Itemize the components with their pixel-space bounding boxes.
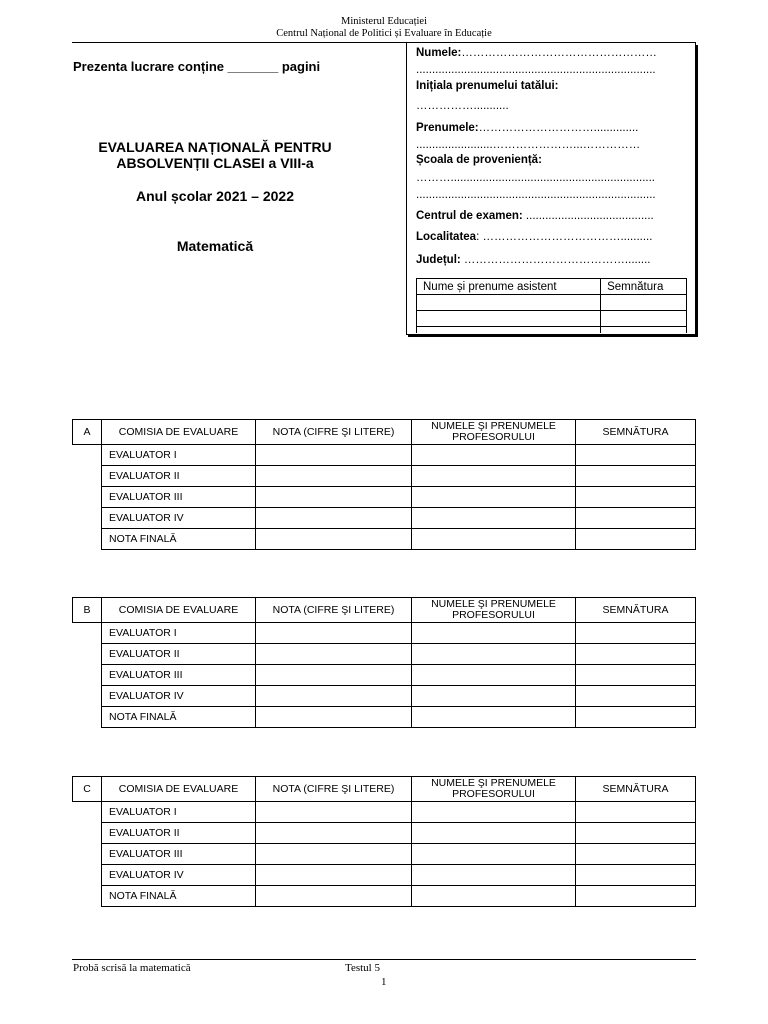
signature-cell[interactable] bbox=[576, 844, 696, 865]
signature-cell[interactable] bbox=[576, 665, 696, 686]
table-letter: C bbox=[73, 777, 102, 802]
teacher-cell[interactable] bbox=[412, 508, 576, 529]
teacher-cell[interactable] bbox=[412, 466, 576, 487]
teacher-cell[interactable] bbox=[412, 623, 576, 644]
grade-cell[interactable] bbox=[256, 865, 412, 886]
initiala-field[interactable]: ……………........... bbox=[416, 100, 509, 112]
footer-rule bbox=[72, 959, 696, 960]
signature-cell[interactable] bbox=[576, 623, 696, 644]
header-grade: NOTA (CIFRE ŞI LITERE) bbox=[256, 420, 412, 445]
assistant-name-cell[interactable] bbox=[417, 327, 601, 334]
grade-cell[interactable] bbox=[256, 487, 412, 508]
row-label: EVALUATOR IV bbox=[102, 508, 256, 529]
assistant-signature-cell[interactable] bbox=[601, 327, 687, 334]
assistant-table bbox=[416, 278, 687, 333]
prenumele-field[interactable]: Prenumele:………………………….............. bbox=[416, 122, 639, 134]
grade-cell[interactable] bbox=[256, 623, 412, 644]
row-label: EVALUATOR II bbox=[102, 644, 256, 665]
table-row bbox=[73, 665, 696, 686]
school-year: Anul școlar 2021 – 2022 bbox=[136, 188, 294, 204]
signature-cell[interactable] bbox=[576, 508, 696, 529]
signature-cell[interactable] bbox=[576, 466, 696, 487]
row-label: EVALUATOR III bbox=[102, 844, 256, 865]
table-row bbox=[73, 623, 696, 644]
exam-title-line1: EVALUAREA NAȚIONALĂ PENTRU bbox=[98, 139, 332, 155]
grade-cell[interactable] bbox=[256, 508, 412, 529]
footer-test-number: Testul 5 bbox=[345, 962, 380, 974]
table-row bbox=[73, 508, 696, 529]
header-signature: SEMNĂTURA bbox=[576, 598, 696, 623]
commission-table-c bbox=[72, 776, 696, 907]
judetul-field[interactable]: Județul: ……………………………………........ bbox=[416, 254, 651, 266]
grade-cell[interactable] bbox=[256, 707, 412, 728]
localitatea-field[interactable]: Localitatea: ……………………………….......... bbox=[416, 231, 653, 243]
row-label: EVALUATOR III bbox=[102, 665, 256, 686]
table-row bbox=[73, 686, 696, 707]
grade-cell[interactable] bbox=[256, 686, 412, 707]
row-label: EVALUATOR IV bbox=[102, 865, 256, 886]
header-commission: COMISIA DE EVALUARE bbox=[102, 420, 256, 445]
assistant-name-header: Nume și prenume asistent bbox=[417, 279, 601, 295]
header-signature: SEMNĂTURA bbox=[576, 777, 696, 802]
table-row bbox=[73, 487, 696, 508]
row-label: EVALUATOR II bbox=[102, 823, 256, 844]
numele-field-line2[interactable]: ........................................................................... bbox=[416, 64, 656, 76]
table-row bbox=[73, 865, 696, 886]
table-row bbox=[73, 644, 696, 665]
assistant-name-cell[interactable] bbox=[417, 311, 601, 327]
pages-count-line: Prezenta lucrare conține _______ pagini bbox=[73, 59, 321, 74]
header-teacher-name: NUMELE ŞI PRENUMELE PROFESORULUI bbox=[412, 420, 576, 445]
header-teacher-name: NUMELE ŞI PRENUMELE PROFESORULUI bbox=[412, 598, 576, 623]
commission-table-b bbox=[72, 597, 696, 728]
scoala-field-line2[interactable]: ........................................................................... bbox=[416, 189, 656, 201]
table-row bbox=[73, 844, 696, 865]
row-label: NOTA FINALĂ bbox=[102, 529, 256, 550]
assistant-signature-cell[interactable] bbox=[601, 311, 687, 327]
grade-cell[interactable] bbox=[256, 665, 412, 686]
subject: Matematică bbox=[176, 238, 254, 254]
signature-cell[interactable] bbox=[576, 529, 696, 550]
teacher-cell[interactable] bbox=[412, 686, 576, 707]
row-label: NOTA FINALĂ bbox=[102, 886, 256, 907]
commission-table-a bbox=[72, 419, 696, 550]
initiala-label: Inițiala prenumelui tatălui: bbox=[416, 80, 559, 92]
signature-cell[interactable] bbox=[576, 644, 696, 665]
header-signature: SEMNĂTURA bbox=[576, 420, 696, 445]
center-name: Centrul Național de Politici și Evaluare în Educație bbox=[276, 28, 492, 39]
table-row bbox=[73, 802, 696, 823]
header-grade: NOTA (CIFRE ŞI LITERE) bbox=[256, 598, 412, 623]
signature-cell[interactable] bbox=[576, 865, 696, 886]
teacher-cell[interactable] bbox=[412, 487, 576, 508]
row-label: EVALUATOR III bbox=[102, 487, 256, 508]
footer-page-number: 1 bbox=[381, 976, 387, 988]
table-row bbox=[73, 529, 696, 550]
header-commission: COMISIA DE EVALUARE bbox=[102, 598, 256, 623]
ministry-name: Ministerul Educației bbox=[340, 16, 428, 27]
assistant-signature-cell[interactable] bbox=[601, 295, 687, 311]
assistant-name-cell[interactable] bbox=[417, 295, 601, 311]
grade-cell[interactable] bbox=[256, 529, 412, 550]
teacher-cell[interactable] bbox=[412, 529, 576, 550]
teacher-cell[interactable] bbox=[412, 445, 576, 466]
row-label: EVALUATOR II bbox=[102, 466, 256, 487]
exam-title-line2: ABSOLVENȚII CLASEI a VIII-a bbox=[116, 155, 314, 171]
signature-cell[interactable] bbox=[576, 686, 696, 707]
table-row bbox=[73, 823, 696, 844]
footer-exam-name: Probă scrisă la matematică bbox=[73, 962, 191, 974]
grade-cell[interactable] bbox=[256, 844, 412, 865]
signature-cell[interactable] bbox=[576, 487, 696, 508]
table-letter: B bbox=[73, 598, 102, 623]
row-label: EVALUATOR IV bbox=[102, 686, 256, 707]
teacher-cell[interactable] bbox=[412, 844, 576, 865]
teacher-cell[interactable] bbox=[412, 886, 576, 907]
candidate-id-box bbox=[406, 43, 696, 335]
prenumele-field-line2[interactable]: ........................…………………...…………… bbox=[416, 139, 641, 151]
signature-cell[interactable] bbox=[576, 823, 696, 844]
row-label: EVALUATOR I bbox=[102, 623, 256, 644]
scoala-label: Școala de proveniență: bbox=[416, 154, 542, 166]
signature-cell[interactable] bbox=[576, 707, 696, 728]
grade-cell[interactable] bbox=[256, 886, 412, 907]
grade-cell[interactable] bbox=[256, 823, 412, 844]
header-teacher-name: NUMELE ŞI PRENUMELE PROFESORULUI bbox=[412, 777, 576, 802]
teacher-cell[interactable] bbox=[412, 823, 576, 844]
teacher-cell[interactable] bbox=[412, 865, 576, 886]
row-label: NOTA FINALĂ bbox=[102, 707, 256, 728]
grade-cell[interactable] bbox=[256, 445, 412, 466]
table-row bbox=[73, 466, 696, 487]
grade-cell[interactable] bbox=[256, 802, 412, 823]
row-label: EVALUATOR I bbox=[102, 445, 256, 466]
scoala-field-line1[interactable]: ………................................................................ bbox=[416, 172, 655, 184]
teacher-cell[interactable] bbox=[412, 665, 576, 686]
teacher-cell[interactable] bbox=[412, 707, 576, 728]
table-row bbox=[73, 707, 696, 728]
grade-cell[interactable] bbox=[256, 644, 412, 665]
signature-cell[interactable] bbox=[576, 886, 696, 907]
table-row bbox=[73, 886, 696, 907]
teacher-cell[interactable] bbox=[412, 644, 576, 665]
grade-cell[interactable] bbox=[256, 466, 412, 487]
table-row bbox=[73, 445, 696, 466]
table-letter: A bbox=[73, 420, 102, 445]
numele-field[interactable]: Numele:…………………………………………… bbox=[416, 47, 657, 59]
teacher-cell[interactable] bbox=[412, 802, 576, 823]
centru-examen-field[interactable]: Centrul de examen: ........................................ bbox=[416, 210, 654, 222]
header-grade: NOTA (CIFRE ŞI LITERE) bbox=[256, 777, 412, 802]
assistant-signature-header: Semnătura bbox=[601, 279, 687, 295]
signature-cell[interactable] bbox=[576, 802, 696, 823]
row-label: EVALUATOR I bbox=[102, 802, 256, 823]
signature-cell[interactable] bbox=[576, 445, 696, 466]
header-commission: COMISIA DE EVALUARE bbox=[102, 777, 256, 802]
